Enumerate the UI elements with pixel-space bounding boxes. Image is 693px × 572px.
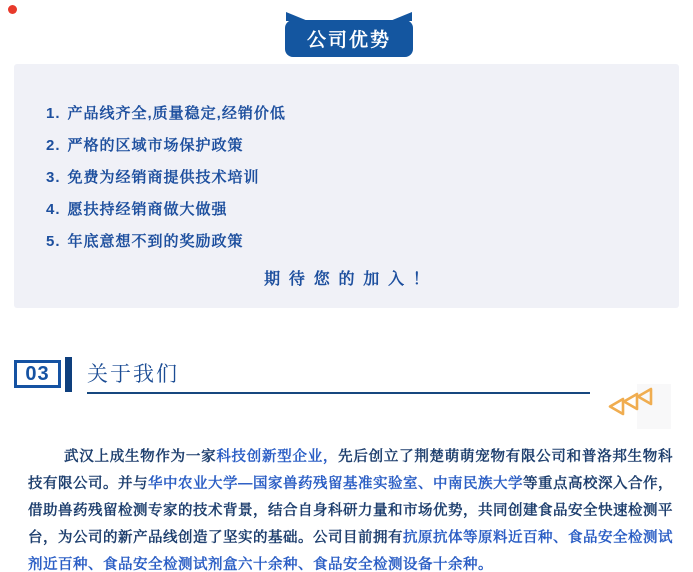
about-text: 先后创立了荆楚萌萌宠物有限公司和普洛邦生物科技有限公司。并与 [28,448,674,492]
section-number-box [14,360,61,388]
advantage-number: 1. [46,105,61,122]
advantage-text: 产品线齐全,质量稳定,经销价低 [67,105,286,122]
about-text-highlight: 科技创新型企业， [216,448,339,465]
advantage-text: 严格的区域市场保护政策 [67,137,244,154]
advantage-number: 4. [46,201,61,218]
section-number: 03 [25,362,50,385]
section-title: 关于我们 [87,363,179,386]
red-dot-icon [8,5,17,14]
advantages-list [14,64,679,249]
advantage-item [46,170,659,185]
advantage-text: 年底意想不到的奖励政策 [67,233,244,250]
company-advantages-badge [285,20,413,57]
advantage-number: 3. [46,169,61,186]
triple-left-arrows-icon [607,387,663,425]
company-advantages-badge-label: 公司优势 [306,30,391,51]
advantage-item [46,138,659,153]
advantage-item [46,106,659,121]
advantage-item [46,202,659,217]
section-title-underline [87,392,590,394]
section-divider-bar [65,357,72,392]
about-text-highlight: 抗原抗体等原料近百种、食品安全检测试剂近百种、食品安全检测试剂盒六十余种、食品安全检测设备十余种。 [28,529,673,572]
advantage-number: 5. [46,233,61,250]
about-text: 武汉上成生物作为一家 [64,448,217,465]
advantage-text: 免费为经销商提供技术培训 [67,169,260,186]
advantage-item [46,234,659,249]
join-us-text: 期待您的加入！ [264,271,438,288]
advantage-number: 2. [46,137,61,154]
about-text: 等重点高校深入合作，借助兽药残留检测专家的技术背景，结合自身科研力量和市场优势，共同创建食品安全快速检测平台，为公司的新产品线创造了坚实的基础。公司目前拥有 [28,475,673,546]
advantage-text: 愿扶持经销商做大做强 [67,201,228,218]
about-text-highlight: 华中农业大学—国家兽药残留基准实验室、中南民族大学 [148,475,523,492]
advantages-panel [14,64,679,308]
about-paragraph [28,444,673,572]
